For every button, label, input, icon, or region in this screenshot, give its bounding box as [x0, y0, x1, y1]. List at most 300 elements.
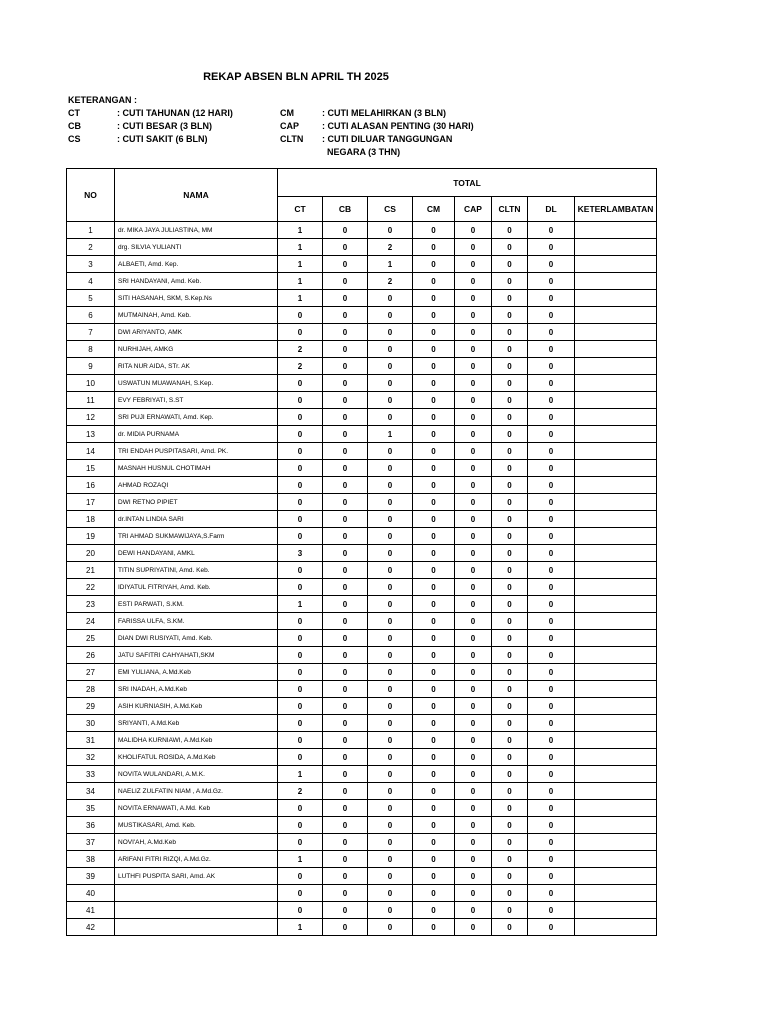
cell-dl: 0	[528, 528, 575, 545]
cell-ct: 0	[278, 494, 323, 511]
table-row	[67, 834, 657, 851]
cell-keterlambatan	[575, 290, 657, 307]
cell-no: 36	[67, 817, 115, 834]
cell-keterlambatan	[575, 324, 657, 341]
cell-dl: 0	[528, 698, 575, 715]
cell-cb: 0	[323, 817, 368, 834]
table-row	[67, 358, 657, 375]
cell-cm: 0	[413, 579, 455, 596]
cell-cap: 0	[455, 732, 492, 749]
cell-cltn: 0	[492, 528, 528, 545]
cell-no: 12	[67, 409, 115, 426]
cell-cs: 0	[368, 664, 413, 681]
cell-keterlambatan	[575, 868, 657, 885]
cell-no: 9	[67, 358, 115, 375]
cell-cs: 0	[368, 902, 413, 919]
cell-dl: 0	[528, 290, 575, 307]
cell-cap: 0	[455, 698, 492, 715]
cell-nama: SRI HANDAYANI, Amd. Keb.	[115, 273, 278, 290]
cell-ct: 1	[278, 851, 323, 868]
cell-keterlambatan	[575, 800, 657, 817]
table-row	[67, 273, 657, 290]
table-row	[67, 885, 657, 902]
cell-cm: 0	[413, 222, 455, 239]
cell-cltn: 0	[492, 596, 528, 613]
cell-ct: 0	[278, 698, 323, 715]
cell-keterlambatan	[575, 732, 657, 749]
table-row	[67, 256, 657, 273]
cell-dl: 0	[528, 256, 575, 273]
cell-cm: 0	[413, 409, 455, 426]
cell-cltn: 0	[492, 613, 528, 630]
cell-keterlambatan	[575, 494, 657, 511]
cell-cb: 0	[323, 494, 368, 511]
cell-cltn: 0	[492, 562, 528, 579]
cell-keterlambatan	[575, 545, 657, 562]
cell-cb: 0	[323, 290, 368, 307]
cell-cs: 0	[368, 358, 413, 375]
cell-cb: 0	[323, 392, 368, 409]
cell-cltn: 0	[492, 783, 528, 800]
cell-cap: 0	[455, 477, 492, 494]
cell-dl: 0	[528, 851, 575, 868]
table-row	[67, 494, 657, 511]
cell-cm: 0	[413, 800, 455, 817]
cell-cltn: 0	[492, 511, 528, 528]
cell-cap: 0	[455, 273, 492, 290]
cell-dl: 0	[528, 732, 575, 749]
cell-cm: 0	[413, 868, 455, 885]
cell-cb: 0	[323, 545, 368, 562]
cell-keterlambatan	[575, 443, 657, 460]
cell-dl: 0	[528, 681, 575, 698]
cell-cm: 0	[413, 460, 455, 477]
cell-keterlambatan	[575, 341, 657, 358]
cell-ct: 0	[278, 868, 323, 885]
cell-ct: 0	[278, 409, 323, 426]
cell-dl: 0	[528, 239, 575, 256]
cell-cb: 0	[323, 256, 368, 273]
cell-cm: 0	[413, 392, 455, 409]
cell-cap: 0	[455, 715, 492, 732]
cell-keterlambatan	[575, 460, 657, 477]
cell-cm: 0	[413, 851, 455, 868]
cell-cm: 0	[413, 664, 455, 681]
cell-dl: 0	[528, 766, 575, 783]
cell-cs: 0	[368, 783, 413, 800]
cell-no: 28	[67, 681, 115, 698]
page-title: REKAP ABSEN BLN APRIL TH 2025	[203, 71, 389, 83]
cell-cltn: 0	[492, 426, 528, 443]
cell-keterlambatan	[575, 817, 657, 834]
cell-cm: 0	[413, 919, 455, 936]
cell-cb: 0	[323, 375, 368, 392]
cell-no: 25	[67, 630, 115, 647]
cell-ct: 1	[278, 596, 323, 613]
legend-desc: : CUTI TAHUNAN (12 HARI)	[117, 108, 233, 118]
table-row	[67, 647, 657, 664]
cell-ct: 0	[278, 477, 323, 494]
cell-no: 26	[67, 647, 115, 664]
cell-cm: 0	[413, 783, 455, 800]
cell-cltn: 0	[492, 341, 528, 358]
cell-ct: 1	[278, 222, 323, 239]
cell-cb: 0	[323, 511, 368, 528]
cell-cap: 0	[455, 460, 492, 477]
table-row	[67, 919, 657, 936]
cell-cltn: 0	[492, 630, 528, 647]
cell-cm: 0	[413, 239, 455, 256]
cell-keterlambatan	[575, 885, 657, 902]
cell-cap: 0	[455, 256, 492, 273]
cell-nama: LUTHFI PUSPITA SARI, Amd. AK	[115, 868, 278, 885]
cell-cs: 0	[368, 749, 413, 766]
cell-dl: 0	[528, 460, 575, 477]
cell-no: 11	[67, 392, 115, 409]
cell-dl: 0	[528, 375, 575, 392]
cell-keterlambatan	[575, 511, 657, 528]
cell-cm: 0	[413, 732, 455, 749]
cell-cm: 0	[413, 358, 455, 375]
cell-nama: NURHIJAH, AMKG	[115, 341, 278, 358]
cell-cb: 0	[323, 460, 368, 477]
cell-nama: MUTMAINAH, Amd. Keb.	[115, 307, 278, 324]
cell-cs: 0	[368, 919, 413, 936]
cell-cs: 0	[368, 630, 413, 647]
cell-dl: 0	[528, 596, 575, 613]
cell-nama: MUSTIKASARI, Amd. Keb.	[115, 817, 278, 834]
cell-cb: 0	[323, 834, 368, 851]
cell-nama: TRI AHMAD SUKMAWIJAYA,S.Farm	[115, 528, 278, 545]
cell-cb: 0	[323, 239, 368, 256]
header-cap: CAP	[455, 197, 492, 222]
cell-ct: 0	[278, 630, 323, 647]
cell-cm: 0	[413, 545, 455, 562]
table-row	[67, 290, 657, 307]
cell-cltn: 0	[492, 239, 528, 256]
cell-cs: 2	[368, 273, 413, 290]
cell-cltn: 0	[492, 766, 528, 783]
cell-dl: 0	[528, 800, 575, 817]
cell-dl: 0	[528, 817, 575, 834]
cell-cap: 0	[455, 868, 492, 885]
cell-ct: 0	[278, 528, 323, 545]
attendance-table	[66, 168, 657, 936]
cell-cltn: 0	[492, 851, 528, 868]
cell-keterlambatan	[575, 409, 657, 426]
cell-no: 39	[67, 868, 115, 885]
cell-cb: 0	[323, 851, 368, 868]
cell-dl: 0	[528, 545, 575, 562]
table-row	[67, 477, 657, 494]
cell-cb: 0	[323, 885, 368, 902]
cell-cm: 0	[413, 443, 455, 460]
cell-cb: 0	[323, 868, 368, 885]
cell-keterlambatan	[575, 222, 657, 239]
cell-cm: 0	[413, 375, 455, 392]
header-nama: NAMA	[115, 169, 278, 222]
cell-no: 31	[67, 732, 115, 749]
cell-cb: 0	[323, 732, 368, 749]
cell-ct: 0	[278, 579, 323, 596]
table-row	[67, 426, 657, 443]
cell-cb: 0	[323, 630, 368, 647]
cell-cltn: 0	[492, 358, 528, 375]
cell-keterlambatan	[575, 749, 657, 766]
cell-dl: 0	[528, 664, 575, 681]
cell-nama: dr. MIKA JAYA JULIASTINA, MM	[115, 222, 278, 239]
cell-cltn: 0	[492, 494, 528, 511]
cell-nama: TRI ENDAH PUSPITASARI, Amd. PK.	[115, 443, 278, 460]
cell-ct: 0	[278, 834, 323, 851]
cell-cs: 0	[368, 698, 413, 715]
cell-cm: 0	[413, 749, 455, 766]
cell-ct: 0	[278, 817, 323, 834]
cell-ct: 2	[278, 783, 323, 800]
cell-keterlambatan	[575, 715, 657, 732]
cell-cltn: 0	[492, 749, 528, 766]
table-row	[67, 222, 657, 239]
cell-nama: DWI ARIYANTO, AMK	[115, 324, 278, 341]
cell-cm: 0	[413, 273, 455, 290]
cell-keterlambatan	[575, 630, 657, 647]
cell-no: 32	[67, 749, 115, 766]
cell-cltn: 0	[492, 392, 528, 409]
cell-ct: 0	[278, 647, 323, 664]
cell-cb: 0	[323, 613, 368, 630]
cell-no: 40	[67, 885, 115, 902]
cell-ct: 0	[278, 511, 323, 528]
cell-cs: 0	[368, 511, 413, 528]
cell-nama: MASNAH HUSNUL CHOTIMAH	[115, 460, 278, 477]
cell-no: 27	[67, 664, 115, 681]
cell-cltn: 0	[492, 664, 528, 681]
cell-cb: 0	[323, 426, 368, 443]
cell-cs: 1	[368, 256, 413, 273]
cell-cm: 0	[413, 341, 455, 358]
cell-nama: DIAN DWI RUSIYATI, Amd. Keb.	[115, 630, 278, 647]
cell-cap: 0	[455, 783, 492, 800]
cell-cs: 0	[368, 562, 413, 579]
cell-keterlambatan	[575, 392, 657, 409]
legend-code: CM	[280, 108, 294, 118]
cell-nama: RITA NUR AIDA, STr. AK	[115, 358, 278, 375]
cell-cap: 0	[455, 239, 492, 256]
cell-nama: NOVITA WULANDARI, A.M.K.	[115, 766, 278, 783]
table-row	[67, 239, 657, 256]
cell-cm: 0	[413, 596, 455, 613]
table-row	[67, 817, 657, 834]
cell-ct: 0	[278, 715, 323, 732]
cell-cm: 0	[413, 715, 455, 732]
table-row	[67, 392, 657, 409]
cell-nama: SRI INADAH, A.Md.Keb	[115, 681, 278, 698]
cell-no: 33	[67, 766, 115, 783]
cell-dl: 0	[528, 494, 575, 511]
cell-cm: 0	[413, 562, 455, 579]
cell-nama: SRIYANTI, A.Md.Keb	[115, 715, 278, 732]
cell-cb: 0	[323, 681, 368, 698]
cell-cltn: 0	[492, 681, 528, 698]
cell-nama	[115, 885, 278, 902]
cell-cap: 0	[455, 613, 492, 630]
cell-cs: 0	[368, 681, 413, 698]
cell-cltn: 0	[492, 375, 528, 392]
cell-cs: 0	[368, 715, 413, 732]
cell-no: 1	[67, 222, 115, 239]
cell-keterlambatan	[575, 834, 657, 851]
cell-ct: 0	[278, 749, 323, 766]
cell-keterlambatan	[575, 528, 657, 545]
cell-cap: 0	[455, 630, 492, 647]
cell-cb: 0	[323, 919, 368, 936]
header-dl: DL	[528, 197, 575, 222]
legend-code: CT	[68, 108, 80, 118]
cell-dl: 0	[528, 222, 575, 239]
cell-ct: 1	[278, 256, 323, 273]
cell-cs: 0	[368, 885, 413, 902]
cell-cs: 0	[368, 341, 413, 358]
cell-keterlambatan	[575, 766, 657, 783]
cell-keterlambatan	[575, 562, 657, 579]
header-no: NO	[67, 169, 115, 222]
cell-nama: ASIH KURNIASIH, A.Md.Keb	[115, 698, 278, 715]
cell-cap: 0	[455, 324, 492, 341]
cell-cap: 0	[455, 681, 492, 698]
cell-cb: 0	[323, 443, 368, 460]
cell-cap: 0	[455, 409, 492, 426]
header-ct: CT	[278, 197, 323, 222]
cell-ct: 0	[278, 902, 323, 919]
cell-nama	[115, 902, 278, 919]
header-cb: CB	[323, 197, 368, 222]
header-total: TOTAL	[278, 169, 657, 197]
cell-cltn: 0	[492, 732, 528, 749]
cell-ct: 2	[278, 358, 323, 375]
table-row	[67, 545, 657, 562]
cell-cap: 0	[455, 851, 492, 868]
cell-keterlambatan	[575, 902, 657, 919]
cell-no: 38	[67, 851, 115, 868]
cell-ct: 0	[278, 885, 323, 902]
cell-cap: 0	[455, 545, 492, 562]
cell-cltn: 0	[492, 460, 528, 477]
table-row	[67, 511, 657, 528]
cell-cltn: 0	[492, 868, 528, 885]
cell-dl: 0	[528, 273, 575, 290]
cell-dl: 0	[528, 426, 575, 443]
cell-cs: 0	[368, 528, 413, 545]
cell-nama: IDIYATUL FITRIYAH, Amd. Keb.	[115, 579, 278, 596]
cell-dl: 0	[528, 647, 575, 664]
table-row	[67, 630, 657, 647]
cell-dl: 0	[528, 511, 575, 528]
cell-no: 29	[67, 698, 115, 715]
cell-cb: 0	[323, 647, 368, 664]
cell-cs: 0	[368, 613, 413, 630]
cell-cltn: 0	[492, 817, 528, 834]
table-row	[67, 851, 657, 868]
cell-nama: NAELIZ ZULFATIN NIAM , A.Md.Gz.	[115, 783, 278, 800]
cell-nama: SRI PUJI ERNAWATI, Amd. Kep.	[115, 409, 278, 426]
cell-nama: DEWI HANDAYANI, AMKL	[115, 545, 278, 562]
cell-no: 30	[67, 715, 115, 732]
table-row	[67, 375, 657, 392]
cell-ct: 3	[278, 545, 323, 562]
cell-keterlambatan	[575, 426, 657, 443]
cell-cap: 0	[455, 290, 492, 307]
table-row	[67, 562, 657, 579]
cell-no: 8	[67, 341, 115, 358]
cell-dl: 0	[528, 919, 575, 936]
cell-cs: 1	[368, 426, 413, 443]
table-row	[67, 664, 657, 681]
cell-nama: USWATUN MUAWANAH, S.Kep.	[115, 375, 278, 392]
cell-nama: ALBAETI, Amd. Kep.	[115, 256, 278, 273]
legend-desc: : CUTI SAKIT (6 BLN)	[117, 134, 208, 144]
cell-cltn: 0	[492, 443, 528, 460]
table-row	[67, 409, 657, 426]
cell-cap: 0	[455, 647, 492, 664]
cell-cm: 0	[413, 630, 455, 647]
cell-cb: 0	[323, 579, 368, 596]
table-row	[67, 307, 657, 324]
cell-ct: 0	[278, 392, 323, 409]
cell-dl: 0	[528, 307, 575, 324]
cell-nama: DWI RETNO PIPIET	[115, 494, 278, 511]
cell-nama: ESTI PARWATI, S.KM.	[115, 596, 278, 613]
cell-keterlambatan	[575, 579, 657, 596]
table-row	[67, 749, 657, 766]
cell-cs: 2	[368, 239, 413, 256]
cell-ct: 0	[278, 443, 323, 460]
cell-cltn: 0	[492, 647, 528, 664]
table-row	[67, 868, 657, 885]
cell-dl: 0	[528, 834, 575, 851]
table-row	[67, 460, 657, 477]
cell-cb: 0	[323, 749, 368, 766]
cell-keterlambatan	[575, 358, 657, 375]
cell-nama: NOVITA ERNAWATI, A.Md. Keb	[115, 800, 278, 817]
cell-ct: 0	[278, 426, 323, 443]
cell-nama: SITI HASANAH, SKM, S.Kep.Ns	[115, 290, 278, 307]
cell-no: 15	[67, 460, 115, 477]
cell-cb: 0	[323, 715, 368, 732]
table-row	[67, 613, 657, 630]
table-row	[67, 681, 657, 698]
cell-dl: 0	[528, 341, 575, 358]
cell-cap: 0	[455, 817, 492, 834]
cell-cb: 0	[323, 409, 368, 426]
cell-keterlambatan	[575, 919, 657, 936]
cell-cm: 0	[413, 324, 455, 341]
cell-nama: NOVI'AH, A.Md.Keb	[115, 834, 278, 851]
cell-dl: 0	[528, 715, 575, 732]
cell-cm: 0	[413, 817, 455, 834]
cell-dl: 0	[528, 613, 575, 630]
table-row	[67, 902, 657, 919]
cell-ct: 0	[278, 732, 323, 749]
cell-no: 37	[67, 834, 115, 851]
cell-cap: 0	[455, 341, 492, 358]
cell-no: 5	[67, 290, 115, 307]
cell-cm: 0	[413, 494, 455, 511]
legend-code: CS	[68, 134, 81, 144]
cell-dl: 0	[528, 477, 575, 494]
table-row	[67, 528, 657, 545]
cell-dl: 0	[528, 443, 575, 460]
cell-keterlambatan	[575, 239, 657, 256]
